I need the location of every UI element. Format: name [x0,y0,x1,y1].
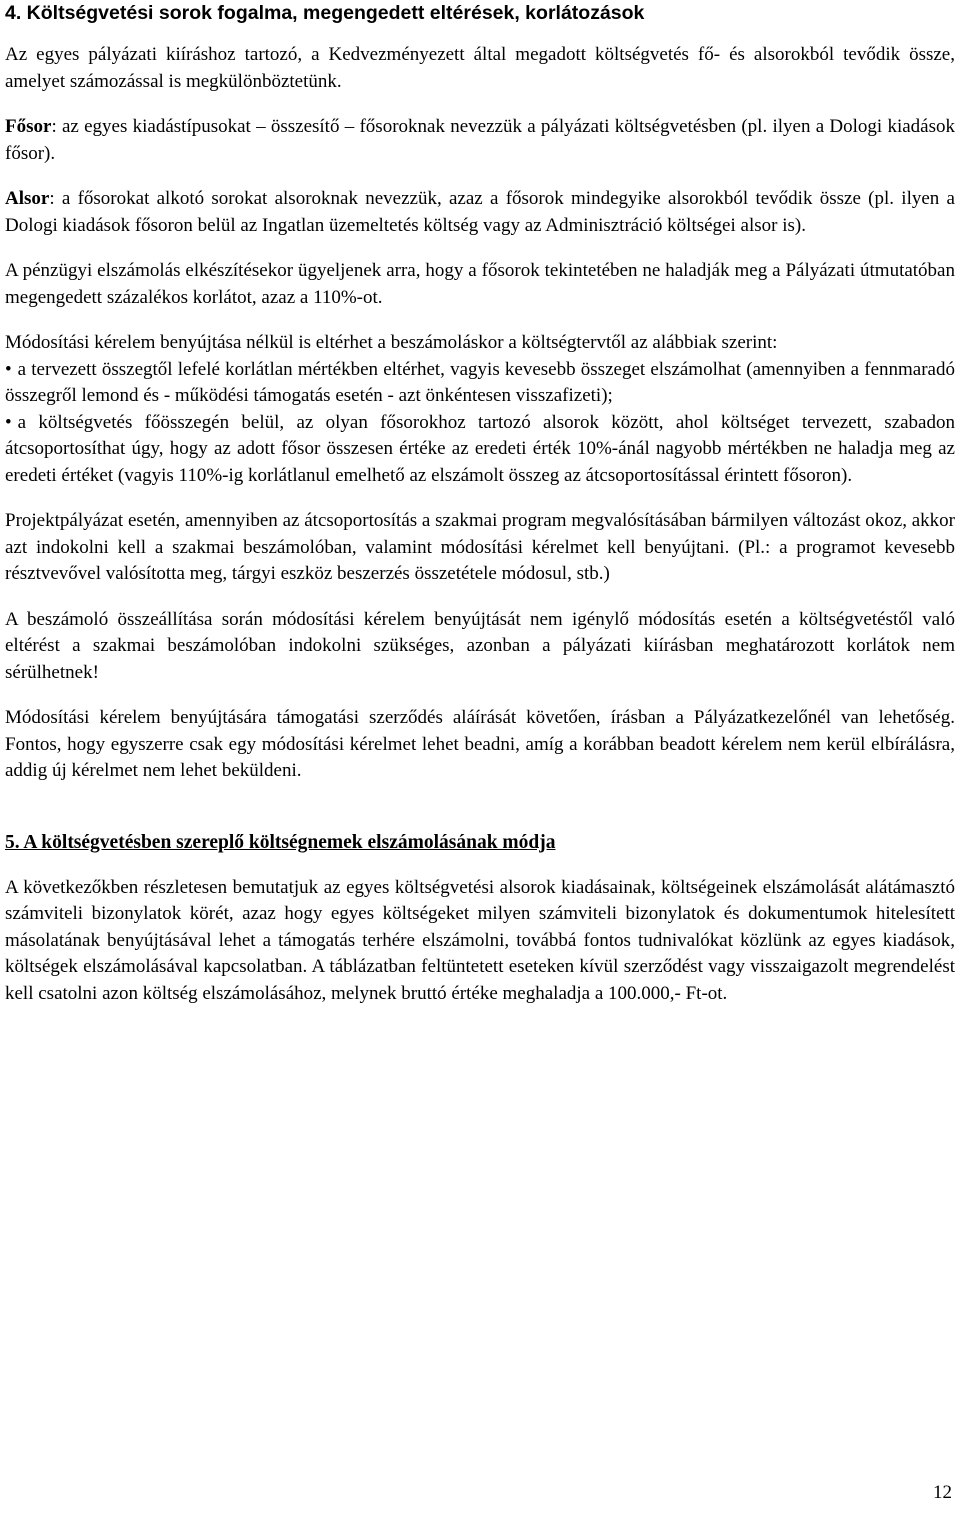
page-number: 12 [933,1482,952,1503]
alsor-paragraph [5,186,955,239]
section-5-heading: 5. A költségvetésben szereplő költségnemek elszámolásának módja [5,831,556,853]
penzugyi-paragraph: A pénzügyi elszámolás elkészítésekor ügyeljenek arra, hogy a fősorok tekintetében ne haladják meg a Pályázati útmutatóban megengedett százalékos korlátot, azaz a 110%-ot. [5,260,955,308]
fosor-paragraph [5,114,955,167]
section-4-heading: 4. Költségvetési sorok fogalma, megengedett eltérések, korlátozások [5,2,645,24]
section-5-paragraph: A következőkben részletesen bemutatjuk az egyes költségvetési alsorok kiadásainak, költségeinek elszámolását alátámasztó számviteli bizonylatok körét, azaz hogy egyes költségeket milyen számviteli bizonylatok és dokumentumok hitelesített másolatának benyújtásával lehet a támogatás terhére elszámolni, továbbá fontos tudnivalókat közlünk az egyes kiadások, költségek elszámolásával kapcsolatban. A táblázatban feltüntetett eseteken kívül szerződést vagy visszaigazolt megrendelést kell csatolni azon költség elszámolásához, melynek bruttó értéke meghaladja a 100.000,- Ft-ot. [5,876,955,1004]
fosor-definition: : az egyes kiadástípusokat – összesítő – fősoroknak nevezzük a pályázati költségvetésben (pl. ilyen a Dologi kiadások fősor). [5,116,955,164]
bullet-item [5,357,955,410]
alsor-term: Alsor [5,188,50,209]
bullet-icon: • [5,358,12,380]
alsor-definition: : a fősorokat alkotó sorokat alsoroknak nevezzük, azaz a fősorok mindegyike alsorokból tevődik össze (pl. ilyen a Dologi kiadások fősoron belül az Ingatlan üzemeltetés költség vagy az Adminisztráció költségei alsor is). [5,188,955,236]
beszamolo-paragraph: A beszámoló összeállítása során módosítási kérelem benyújtását nem igénylő módosítás esetén a költségvetéstől való eltérést a szakmai beszámolóban indokolni szükséges, azonban a pályázati kiírásban meghatározott korlátok nem sérülhetnek! [5,608,955,683]
fosor-term: Fősor [5,116,52,137]
modositasi-kerelem-paragraph: Módosítási kérelem benyújtására támogatási szerződés aláírását követően, írásban a Pályázatkezelőnél van lehetőség. Fontos, hogy egyszerre csak egy módosítási kérelmet lehet beadni, amíg a korábban beadott kérelem nem kerül elbírálásra, addig új kérelmet nem lehet beküldeni. [5,707,955,781]
bullet-icon: • [5,411,12,433]
modositasi-intro-paragraph: Módosítási kérelem benyújtása nélkül is eltérhet a beszámoláskor a költségtervtől az alábbiak szerint: [5,332,778,353]
intro-paragraph: Az egyes pályázati kiíráshoz tartozó, a Kedvezményezett által megadott költségvetés fő- és alsorokból tevődik össze, amelyet számozással is megkülönböztetünk. [5,44,955,92]
projekt-paragraph: Projektpályázat esetén, amennyiben az átcsoportosítás a szakmai program megvalósításában bármilyen változást okoz, akkor azt indokolni kell a szakmai beszámolóban, valamint módosítási kérelmet kell benyújtani. (Pl.: a programot kevesebb résztvevővel valósította meg, tárgyi eszköz beszerzés összetétele módosul, stb.) [5,510,955,584]
bullet-item [5,410,955,490]
bullet-text: a költségvetés főösszegén belül, az olyan fősorokhoz tartozó alsorok között, ahol költséget tervezett, szabadon átcsoportosíthat úgy, hogy az adott fősor összesen értéke az eredeti érték 10%-ánál nagyobb mértékben ne haladja meg az eredeti értéket (vagyis 110%-ig korlátlanul emelhető az elszámolt összeg az átcsoportosítással érintett fősoron). [5,411,955,486]
bullet-text: a tervezett összegtől lefelé korlátlan mértékben eltérhet, vagyis kevesebb összeget elszámolhat (amennyiben a fennmaradó összegről lemond és - működési támogatás esetén - azt önkéntesen visszafizeti); [5,358,955,406]
